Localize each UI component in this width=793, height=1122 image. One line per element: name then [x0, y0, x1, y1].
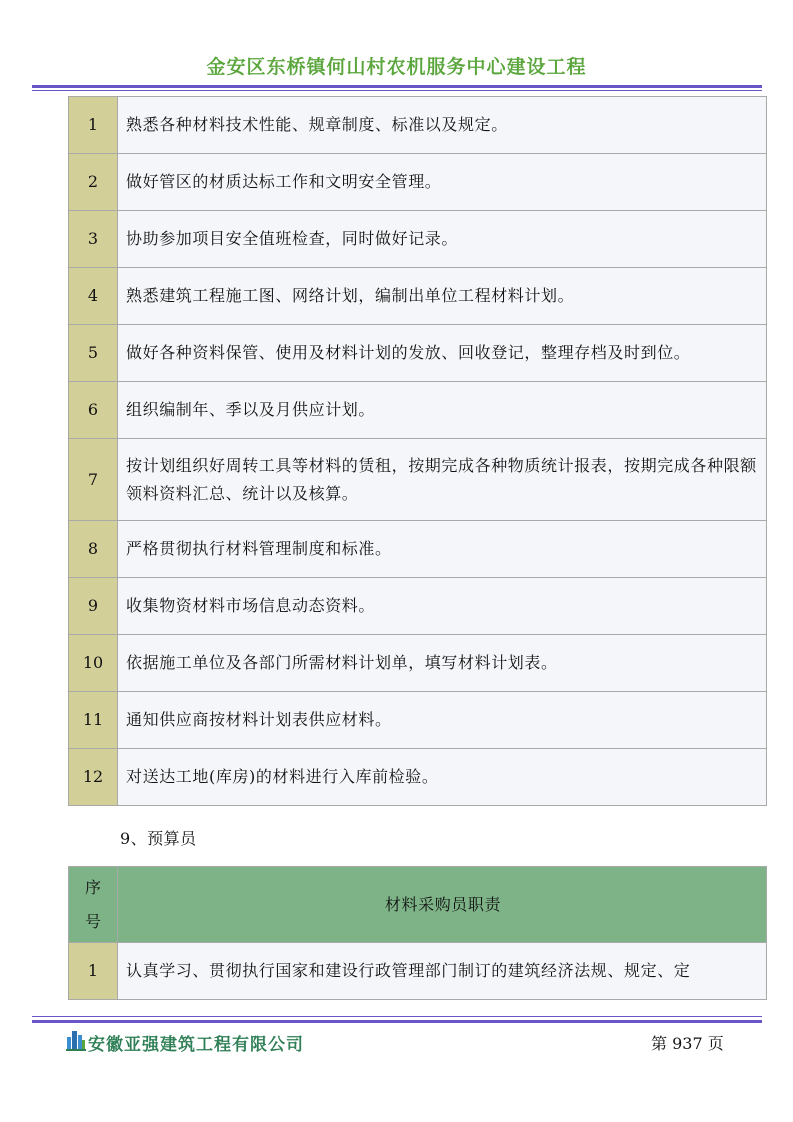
table-row: [69, 211, 767, 268]
row-number: 1: [69, 943, 118, 1000]
row-number: 3: [69, 211, 118, 268]
row-number: 4: [69, 268, 118, 325]
header-rule-thick: [32, 85, 762, 88]
row-text: 协助参加项目安全值班检查，同时做好记录。: [118, 211, 767, 268]
column-header-number: [69, 867, 118, 943]
table-row: [69, 439, 767, 521]
table-header-row: [69, 867, 767, 943]
table-row: [69, 154, 767, 211]
row-number: 11: [69, 692, 118, 749]
row-text: 通知供应商按材料计划表供应材料。: [118, 692, 767, 749]
row-text: 做好管区的材质达标工作和文明安全管理。: [118, 154, 767, 211]
row-number: 1: [69, 97, 118, 154]
row-number: 8: [69, 521, 118, 578]
row-text: 组织编制年、季以及月供应计划。: [118, 382, 767, 439]
table-row: [69, 692, 767, 749]
table-row: [69, 97, 767, 154]
row-number: 10: [69, 635, 118, 692]
row-text: 熟悉建筑工程施工图、网络计划，编制出单位工程材料计划。: [118, 268, 767, 325]
duty-table-materials: [68, 96, 767, 806]
table-row: [69, 268, 767, 325]
row-number: 12: [69, 749, 118, 806]
page-number: 第 937 页: [651, 1034, 724, 1053]
table-row: [69, 749, 767, 806]
row-text: 认真学习、贯彻执行国家和建设行政管理部门制订的建筑经济法规、规定、定: [118, 943, 767, 1000]
footer-rule-thick: [32, 1020, 762, 1023]
footer-rule-thin: [32, 1016, 762, 1017]
row-text: 熟悉各种材料技术性能、规章制度、标准以及规定。: [118, 97, 767, 154]
row-number: 7: [69, 439, 118, 521]
table-row: [69, 578, 767, 635]
row-number: 5: [69, 325, 118, 382]
row-text: 严格贯彻执行材料管理制度和标准。: [118, 521, 767, 578]
footer-company-name: 安徽亚强建筑工程有限公司: [88, 1035, 304, 1055]
section-heading: 9、预算员: [120, 829, 197, 848]
row-text: 对送达工地(库房)的材料进行入库前检验。: [118, 749, 767, 806]
row-text: 做好各种资料保管、使用及材料计划的发放、回收登记，整理存档及时到位。: [118, 325, 767, 382]
table-row: [69, 635, 767, 692]
row-text: 收集物资材料市场信息动态资料。: [118, 578, 767, 635]
header-num-line2: 号: [84, 911, 101, 931]
duty-table-purchaser: [68, 866, 767, 1000]
column-header-title: 材料采购员职责: [118, 867, 767, 943]
row-number: 9: [69, 578, 118, 635]
table-row: [69, 325, 767, 382]
table-row: [69, 521, 767, 578]
document-header-title: 金安区东桥镇何山村农机服务中心建设工程: [206, 56, 587, 78]
table-row: [69, 943, 767, 1000]
row-number: 6: [69, 382, 118, 439]
row-number: 2: [69, 154, 118, 211]
header-num-line1: 序: [84, 877, 101, 897]
table-row: [69, 382, 767, 439]
header-rule-thin: [32, 90, 762, 91]
row-text: 按计划组织好周转工具等材料的赁租，按期完成各种物质统计报表，按期完成各种限额领料资料汇总、统计以及核算。: [118, 439, 767, 521]
row-text: 依据施工单位及各部门所需材料计划单，填写材料计划表。: [118, 635, 767, 692]
building-logo-icon: [66, 1029, 86, 1051]
